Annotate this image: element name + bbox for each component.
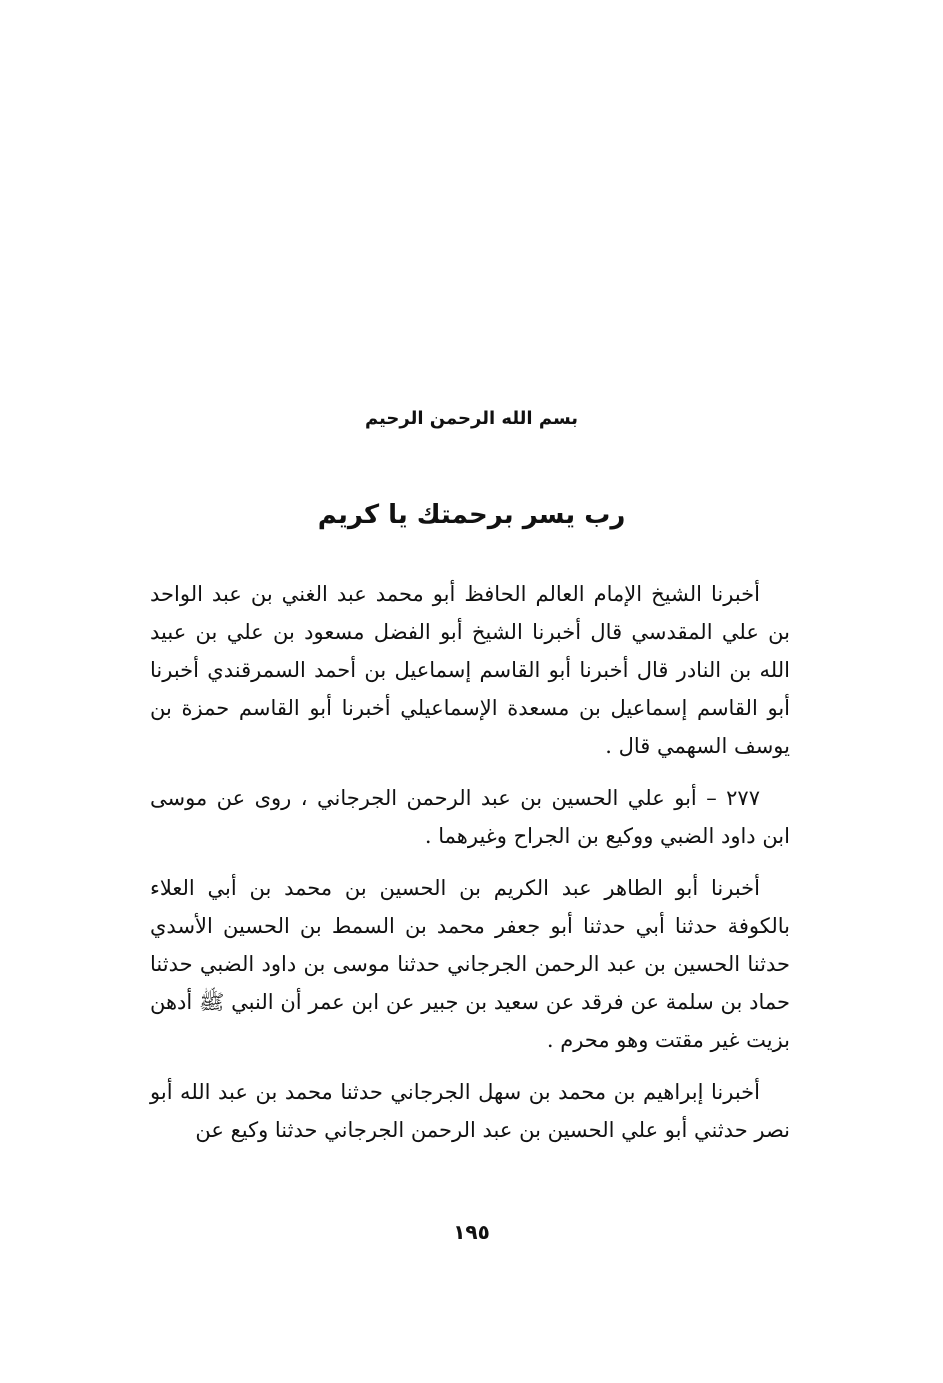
invocation-heading: رب يسر برحمتك يا كريم xyxy=(317,500,626,530)
basmala-heading: بسم الله الرحمن الرحيم xyxy=(364,408,579,429)
paragraph-continuation: أخبرنا إبراهيم بن محمد بن سهل الجرجاني حدثنا محمد بن عبد الله أبو نصر حدثني أبو علي الحسين بن عبد الرحمن الجرجاني حدثنا وكيع عن xyxy=(150,1080,790,1142)
body-text xyxy=(150,575,790,1149)
paragraph-entry-277: ٢٧٧ – أبو علي الحسين بن عبد الرحمن الجرجاني ، روى عن موسى ابن داود الضبي ووكيع بن الجراح وغيرهما . xyxy=(150,786,790,848)
page-number: ١٩٥ xyxy=(453,1220,490,1244)
paragraph-isnad-intro: أخبرنا الشيخ الإمام العالم الحافظ أبو محمد عبد الغني بن عبد الواحد بن علي المقدسي قال أخبرنا الشيخ أبو الفضل مسعود بن علي بن عبيد الله بن النادر قال أخبرنا أبو القاسم إسماعيل بن أحمد السمرقندي أخبرنا أبو القاسم إسماعيل بن مسعدة الإسماعيلي أخبرنا أبو القاسم حمزة بن يوسف السهمي قال . xyxy=(150,582,790,758)
paragraph-hadith: أخبرنا أبو الطاهر عبد الكريم بن الحسين بن محمد بن أبي العلاء بالكوفة حدثنا أبي حدثنا أبو جعفر محمد بن السمط بن الحسين الأسدي حدثنا الحسين بن عبد الرحمن الجرجاني حدثنا موسى بن داود الضبي حدثنا حماد بن سلمة عن فرقد عن سعيد بن جبير عن ابن عمر أن النبي ﷺ أدهن بزيت غير مقتت وهو محرم . xyxy=(150,876,790,1052)
